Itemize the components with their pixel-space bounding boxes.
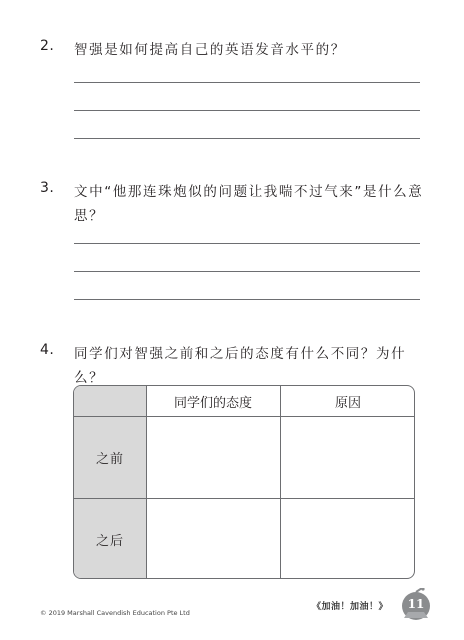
answer-cell-after-reason[interactable] (280, 498, 415, 579)
question-number: 2. (40, 38, 55, 54)
question-text: 智强是如何提高自己的英语发音水平的？ (74, 42, 346, 58)
table-divider (74, 498, 414, 499)
copyright-notice: © 2019 Marshall Cavendish Education Pte Ltd (40, 609, 190, 617)
question-number: 3. (40, 180, 55, 196)
table-corner-cell (74, 386, 146, 416)
column-header-attitude: 同学们的态度 (173, 395, 252, 411)
answer-cell-before-reason[interactable] (280, 416, 415, 498)
answer-line[interactable] (74, 138, 420, 139)
answer-cell-after-attitude[interactable] (146, 498, 280, 579)
answer-table (73, 385, 415, 579)
table-divider (74, 416, 414, 417)
answer-line[interactable] (74, 299, 420, 300)
table-divider (146, 386, 147, 578)
answer-line[interactable] (74, 271, 420, 272)
question-text: 同学们对智强之前和之后的态度有什么不同？为什么？ (74, 346, 407, 386)
page-number-badge (398, 588, 434, 624)
book-title-slogan: 《加油！加油！》 (312, 602, 389, 612)
answer-line[interactable] (74, 243, 420, 244)
row-header-before: 之前 (95, 451, 124, 467)
row-header-after: 之后 (95, 533, 124, 549)
answer-cell-before-attitude[interactable] (146, 416, 280, 498)
answer-line[interactable] (74, 82, 420, 83)
column-header-reason: 原因 (334, 395, 361, 411)
table-divider (280, 386, 281, 578)
answer-line[interactable] (74, 110, 420, 111)
question-number: 4. (40, 342, 55, 358)
page-number: 11 (407, 597, 425, 611)
question-text: 文中“他那连珠炮似的问题让我喘不过气来”是什么意思？ (74, 184, 424, 224)
